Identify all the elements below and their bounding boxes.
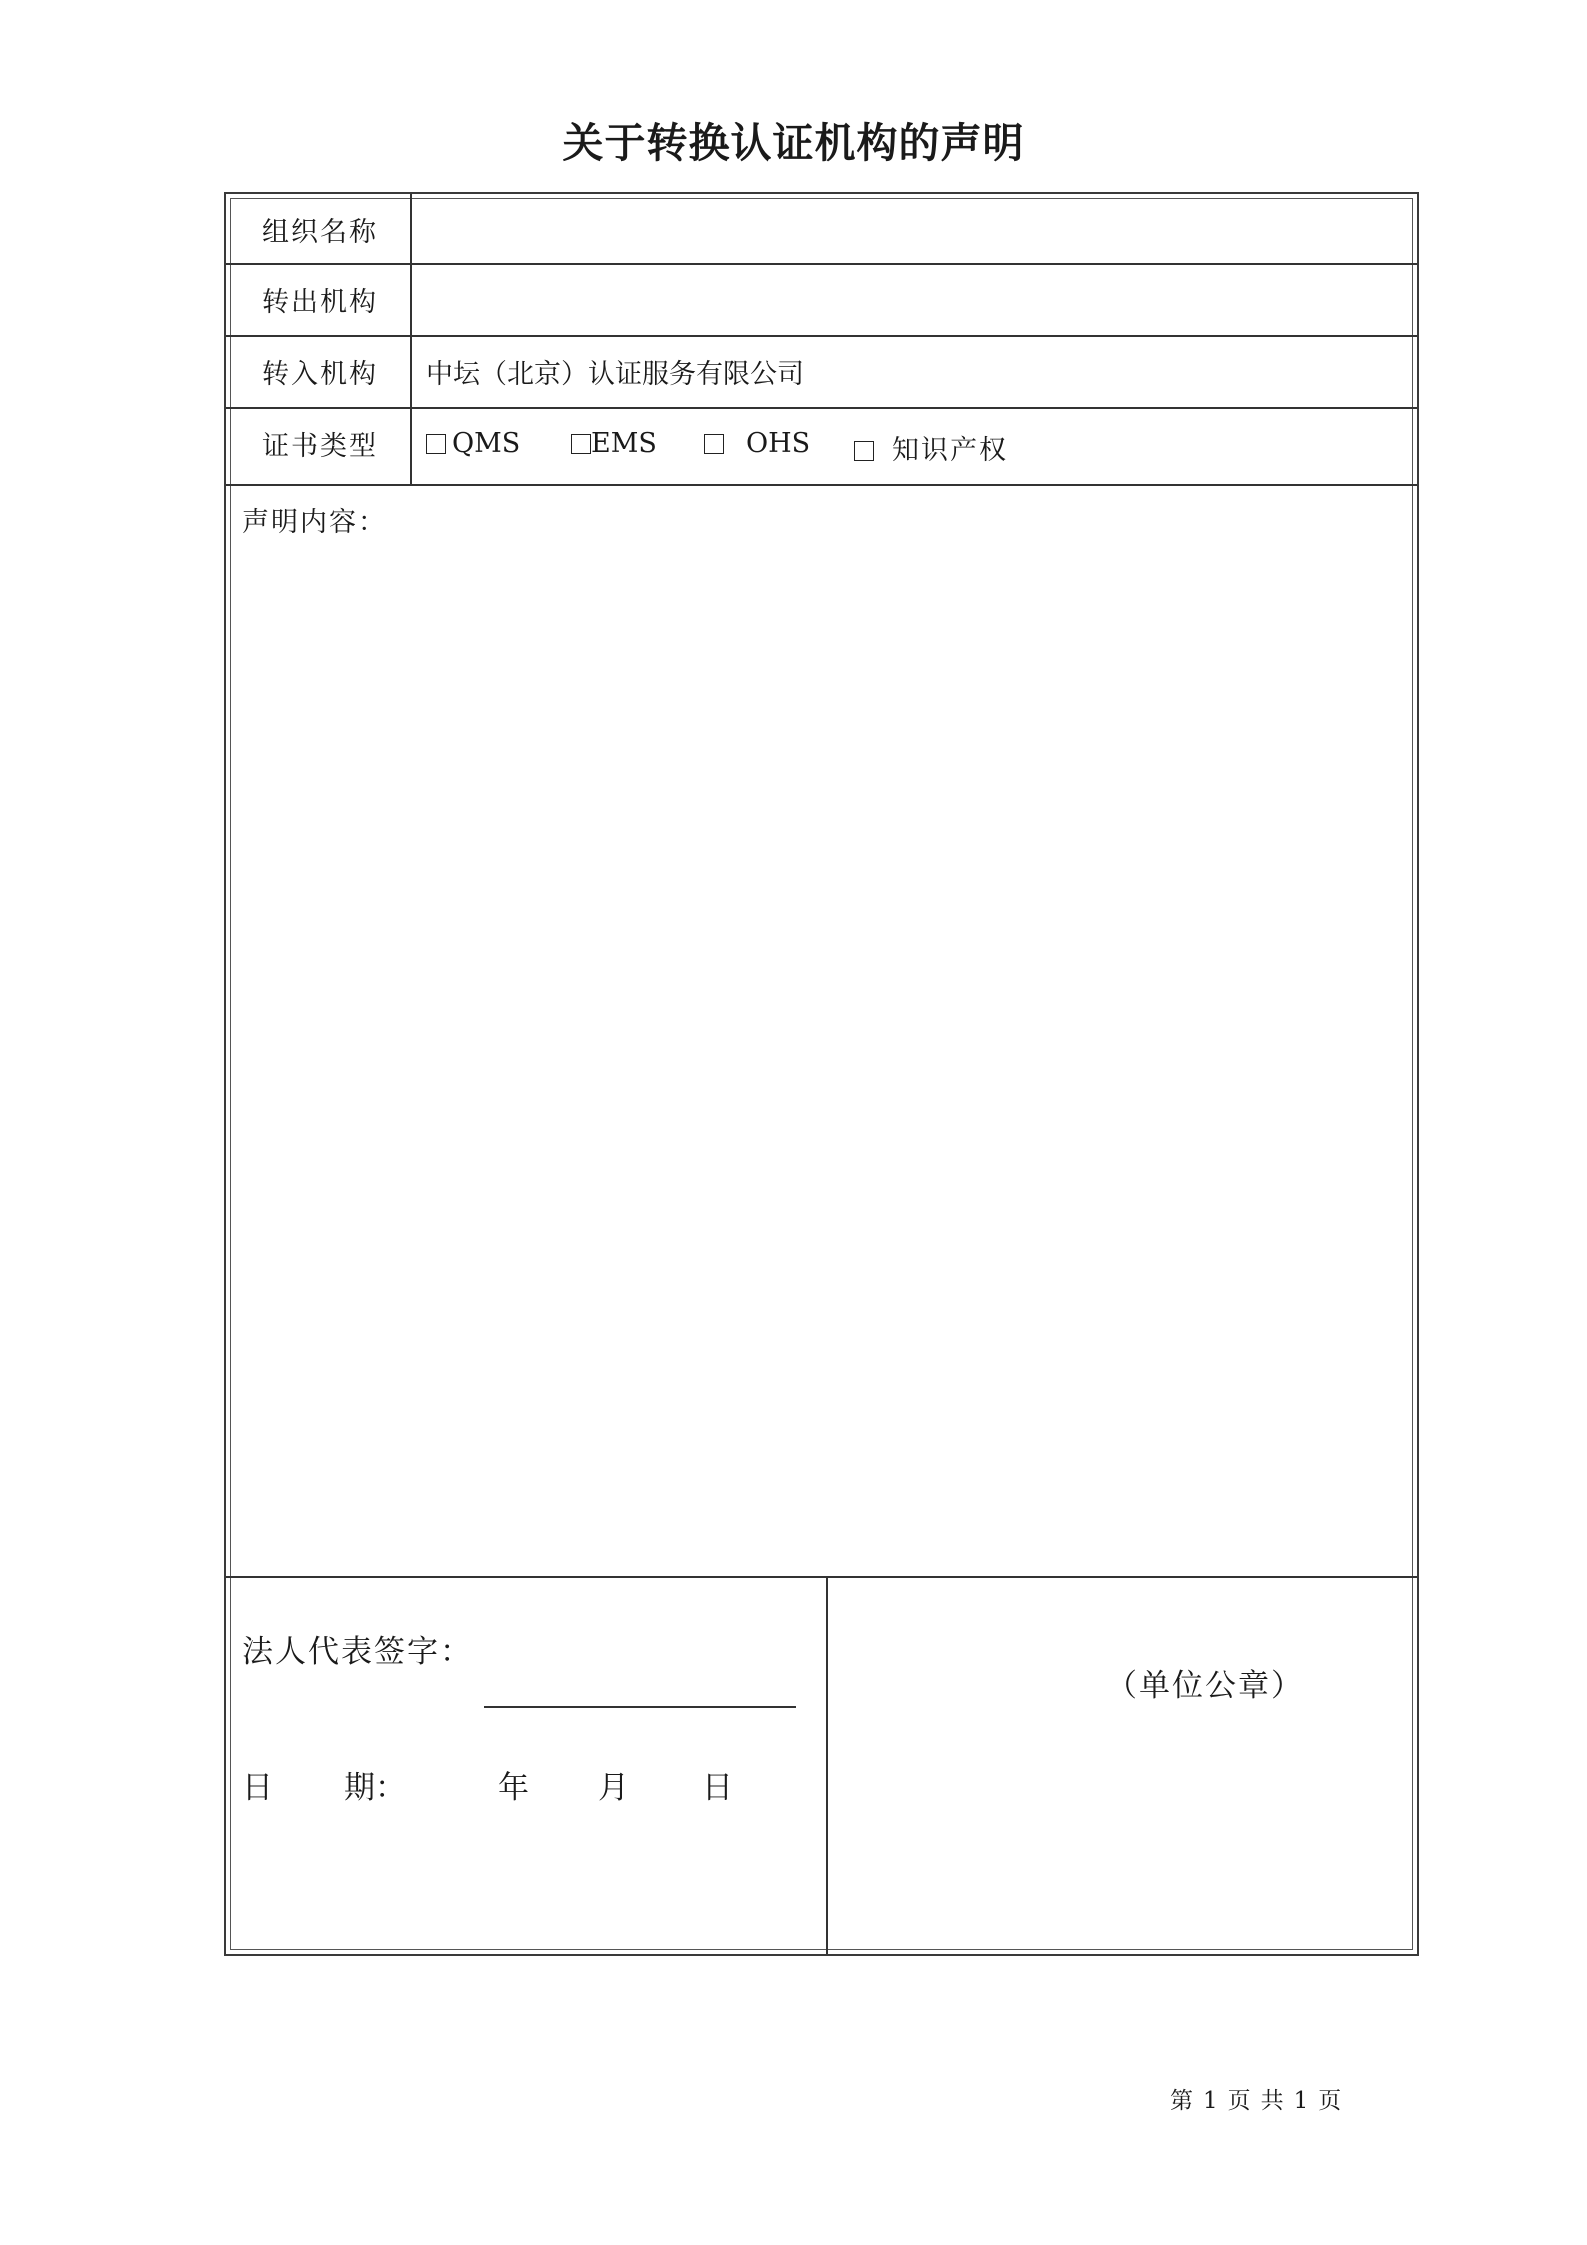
date-label-part2: 期： [344,1770,406,1806]
footer-text: 页 [1227,2088,1251,2114]
footer-text: 共 [1260,2088,1284,2114]
org-name-field[interactable] [426,210,1396,250]
transfer-out-label: 转出机构 [262,287,378,318]
page-total: 1 [1293,2088,1309,2114]
date-year-label: 年 [498,1770,529,1806]
cert-type-label: 证书类型 [262,431,378,462]
row-divider [226,407,1417,409]
bottom-section-divider [826,1576,828,1954]
date-month-label: 月 [598,1770,629,1806]
row-divider [226,335,1417,337]
checkbox-icon[interactable] [704,434,724,454]
signature-label: 法人代表签字： [242,1634,473,1670]
cert-option-ems[interactable] [571,428,657,459]
transfer-out-field[interactable] [426,280,1396,320]
footer-text: 页 [1318,2088,1342,2114]
transfer-in-label: 转入机构 [262,359,378,390]
company-seal-label: （单位公章） [1106,1668,1304,1704]
checkbox-icon[interactable] [426,434,446,454]
cert-option-qms[interactable] [426,428,520,459]
cert-option-ip[interactable] [854,428,1008,467]
date-label-part1: 日 [242,1770,273,1806]
page-number: 1 [1203,2088,1218,2114]
org-name-label: 组织名称 [262,217,378,248]
row-divider [226,484,1417,486]
cert-option-label: EMS [591,428,657,459]
row-divider [226,1576,1417,1578]
checkbox-icon[interactable] [854,441,874,461]
page-footer [1170,2082,1351,2115]
declaration-form [224,192,1419,1956]
transfer-in-value: 中坛（北京）认证服务有限公司 [426,359,804,390]
label-column-divider [410,194,412,484]
signature-line[interactable] [484,1706,796,1708]
cert-option-label: QMS [452,428,521,459]
declaration-content-label: 声明内容： [242,507,387,538]
row-divider [226,263,1417,265]
cert-option-label: OHS [746,428,811,459]
cert-option-ohs[interactable] [704,428,810,459]
cert-option-label: 知识产权 [892,435,1008,466]
declaration-content-area[interactable] [236,544,1406,1564]
checkbox-icon[interactable] [571,434,591,454]
page-title: 关于转换认证机构的声明 [562,119,1025,167]
footer-text: 第 [1170,2088,1193,2114]
date-day-label: 日 [702,1770,733,1806]
